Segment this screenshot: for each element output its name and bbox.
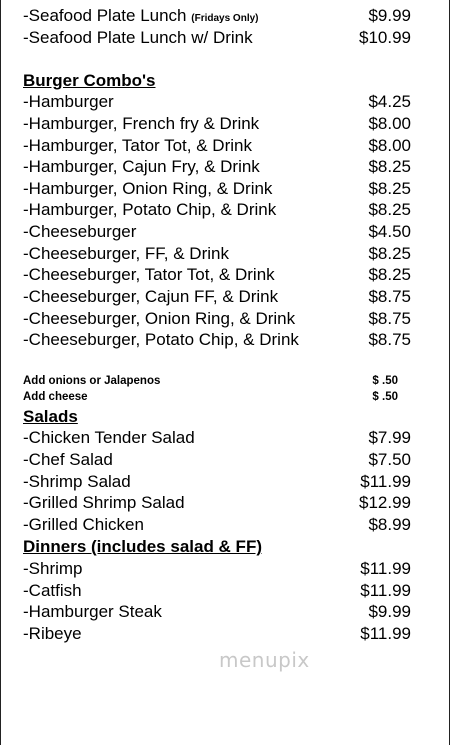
item-price: $11.99: [360, 581, 411, 600]
item-name: -Chef Salad: [23, 450, 113, 469]
item-price: $8.75: [368, 330, 411, 349]
section-heading-dinners: Dinners (includes salad & FF): [23, 537, 262, 556]
menu-item: [23, 92, 411, 112]
item-price: $9.99: [368, 602, 411, 621]
item-name: -Grilled Shrimp Salad: [23, 493, 185, 512]
menu-item: [23, 330, 411, 350]
menu-item: [23, 244, 411, 264]
item-price: $8.25: [368, 179, 411, 198]
item-name: -Hamburger, French fry & Drink: [23, 114, 260, 133]
menu-item: [23, 493, 411, 513]
addon-name: Add onions or Jalapenos: [23, 375, 161, 387]
menu-item: [23, 136, 411, 156]
section-heading-salads: Salads: [23, 407, 78, 426]
menu-item: [23, 515, 411, 535]
menu-item: [23, 265, 411, 285]
item-name: -Cheeseburger, FF, & Drink: [23, 244, 229, 263]
item-price: $8.75: [368, 287, 411, 306]
item-price: $10.99: [359, 28, 411, 47]
item-price: $8.25: [368, 200, 411, 219]
item-name: -Shrimp: [23, 559, 83, 578]
item-price: $11.99: [360, 559, 411, 578]
item-price: $7.99: [368, 428, 411, 447]
item-price: $8.00: [368, 136, 411, 155]
item-name: -Grilled Chicken: [23, 515, 144, 534]
addon-price: $ .50: [372, 391, 398, 403]
item-name: -Cheeseburger, Potato Chip, & Drink: [23, 330, 299, 349]
item-note: (Fridays Only): [191, 13, 259, 24]
item-name: -Shrimp Salad: [23, 472, 131, 491]
item-price: $4.25: [368, 92, 411, 111]
menu-item: [23, 602, 411, 622]
item-name: -Seafood Plate Lunch w/ Drink: [23, 28, 253, 47]
item-price: $8.75: [368, 309, 411, 328]
item-name: -Cheeseburger, Cajun FF, & Drink: [23, 287, 279, 306]
item-name: -Chicken Tender Salad: [23, 428, 195, 447]
item-name: -Cheeseburger: [23, 222, 137, 241]
item-name: -Cheeseburger, Onion Ring, & Drink: [23, 309, 296, 328]
addon-name: Add cheese: [23, 391, 88, 403]
item-name: -Seafood Plate Lunch (Fridays Only): [23, 6, 259, 25]
item-price: $11.99: [360, 624, 411, 643]
menu-item: [23, 114, 411, 134]
menu-item: [23, 222, 411, 242]
item-price: $8.25: [368, 265, 411, 284]
menu-item: [23, 559, 411, 579]
menu-item: [23, 624, 411, 644]
menu-item: [23, 581, 411, 601]
item-price: $12.99: [359, 493, 411, 512]
item-name: -Hamburger, Tator Tot, & Drink: [23, 136, 252, 155]
menu-item: [23, 309, 411, 329]
addon-price: $ .50: [372, 375, 398, 387]
item-name: -Hamburger Steak: [23, 602, 162, 621]
item-price: $4.50: [368, 222, 411, 241]
item-name: -Hamburger: [23, 92, 114, 111]
item-name: -Hamburger, Onion Ring, & Drink: [23, 179, 273, 198]
menu-item: [23, 6, 411, 29]
menu-item: [23, 472, 411, 492]
addon-item: [23, 390, 398, 404]
menu-item: [23, 450, 411, 470]
item-price: $11.99: [360, 472, 411, 491]
item-name: -Hamburger, Cajun Fry, & Drink: [23, 157, 260, 176]
menu-item: [23, 200, 411, 220]
menu-item: [23, 428, 411, 448]
section-heading-burger: Burger Combo's: [23, 71, 156, 90]
item-price: $8.99: [368, 515, 411, 534]
menu-item: [23, 28, 411, 48]
menu-item: [23, 157, 411, 177]
menu-item: [23, 287, 411, 307]
item-price: $7.50: [368, 450, 411, 469]
item-price: $8.25: [368, 157, 411, 176]
item-price: $8.25: [368, 244, 411, 263]
item-name: -Catfish: [23, 581, 82, 600]
item-price: $8.00: [368, 114, 411, 133]
item-name: -Cheeseburger, Tator Tot, & Drink: [23, 265, 275, 284]
addon-item: [23, 374, 398, 388]
item-name: -Hamburger, Potato Chip, & Drink: [23, 200, 277, 219]
item-price: $9.99: [368, 6, 411, 25]
item-name: -Ribeye: [23, 624, 82, 643]
watermark: menupix: [219, 648, 310, 672]
menu-item: [23, 179, 411, 199]
